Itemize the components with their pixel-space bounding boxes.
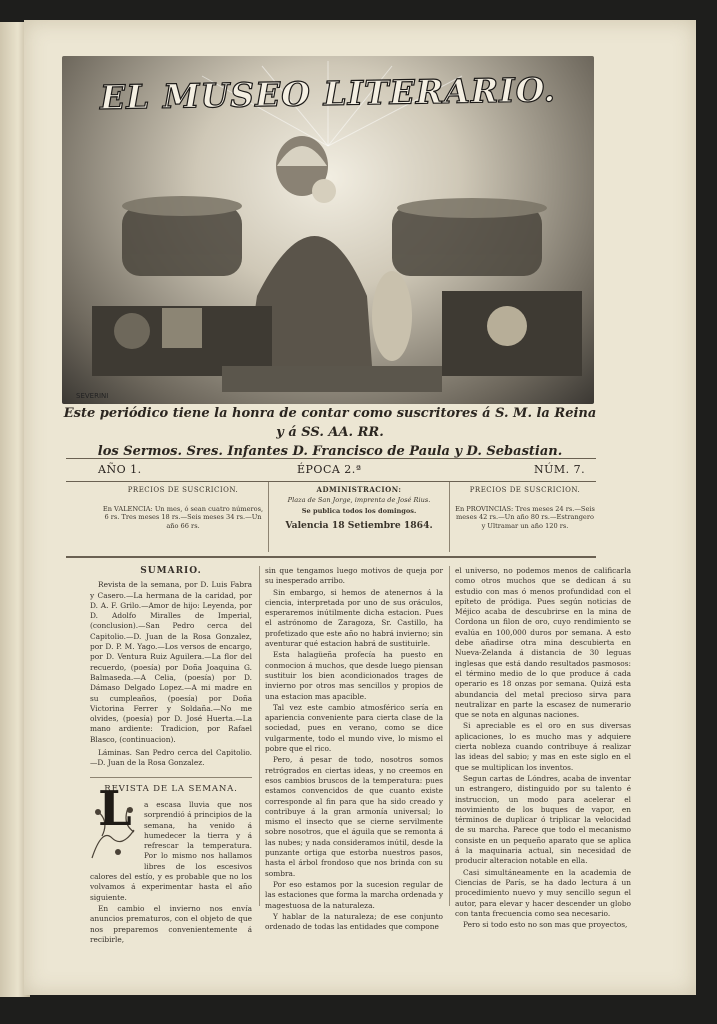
year-label: AÑO 1.: [98, 463, 142, 476]
top-rule: [66, 458, 596, 459]
col2-paragraph-5: Pero, á pesar de todo, nosotros somos retrógrados en ciertas ideas, y no creemos en esos cambios bruscos de la temperatura: pues estamos convencidos de que cuanto existe corresponde al fin para que ha sido creado y contribuye á la gran armonía universal; lo mismo el insecto que se cierne servilmente sobre nosotros, que el águila que se remonta á las nubes; y nada consideramos inútil, desde la punzante ortiga que estorba nuestros pasos, hasta el árbol frondoso que nos brinda con su sombra.: [265, 755, 443, 878]
header-bottom-rule: [66, 556, 596, 558]
administration-address: Plaza de San Jorge, imprenta de José Rius.: [287, 495, 431, 504]
prices-valencia-heading: PRECIOS DE SUSCRICION.: [127, 486, 239, 494]
dropcap-letter: L: [98, 780, 132, 837]
sumario-text: Revista de la semana, por D. Luis Fabra y Casero.—La hermana de la caridad, por D. A. F. Grilo.—Amor de hijo: Leyenda, por D. Adolfo Miralles de Imperial, (conclusion).—San Pedro cerca del Capitolio.—D. Juan de la Rosa Gonzalez, por D. P. M. Yago.—Los versos de encargo, por D. Ventura Ruiz Aguilera.—La flor del recuerdo, (poesía) por Doña Joaquina G. Balmaseda.—A Celia, (poesía) por D. Dámaso Delgado Lopez.—A mi madre en su cumpleaños, (poesía) por Doña Victorina Ferrer y Soldaña.—No me olvides, (poesía) por D. José Huerta.—La mano ardiente: Tradicion, por Rafael Blasco, (continuacion).: [90, 580, 252, 744]
publication-schedule: Se publica todos los domingos.: [301, 507, 417, 516]
issue-number: NÚM. 7.: [534, 463, 586, 476]
sumario-heading: SUMARIO.: [140, 566, 202, 576]
col2-paragraph-6: Por eso estamos por la sucesion regular de las estaciones que forma la marcha ordenada y magestuosa de la naturaleza.: [265, 879, 443, 910]
laminas-text: Láminas. San Pedro cerca del Capitolio.—D. Juan de la Rosa Gonzalez.: [90, 748, 252, 768]
col2-paragraph-1: sin que tengamos luego motivos de queja por su inesperado arribo.: [265, 566, 443, 586]
col3-paragraph-1: el universo, no podemos menos de calificarla como otros muchos que se dedican á su estudio con mas ó menos profundidad con el epíteto de pródiga. Pues según noticias de Méjico acaba de descubrirse en la mina de Cordona un filon de oro, cuyo rendimiento se evalúa en 100,000 duros por semana. A esto debe añadirse otra mina descubierta en Nueva-Zelanda á distancia de 30 leguas inglesas que está dando resultados pasmosos: el término medio de lo que produce á cada operario es 18 onzas por semana. Quizá esta abundancia del metal precioso sirva para neutralizar en parte la escasez de numerario que se nota en algunas naciones.: [455, 566, 631, 720]
issue-date: Valencia 18 Setiembre 1864.: [285, 519, 433, 531]
masthead-engraving: [62, 56, 594, 404]
administration: [274, 486, 444, 530]
prices-valencia-body: En VALENCIA: Un mes, ó sean cuatro números, 6 rs. Tres meses 18 rs.—Seis meses 34 rs.—Un año 66 rs.: [102, 504, 264, 530]
dedication-line-1: Este periódico tiene la honra de contar como suscritores á S. M. la Reina y á SS. AA. RR.: [63, 406, 597, 440]
prices-valencia: [102, 486, 264, 530]
ornamental-dropcap: [88, 780, 140, 862]
engraver-signature: SEVERINI: [76, 392, 109, 400]
divider: [268, 482, 269, 552]
col3-paragraph-2: Si apreciable es el oro en sus diversas aplicaciones, lo es mucho mas y adquiere cierta nobleza cuando contribuye á realizar las ideas del sabio; y mas en este siglo en el que se multiplican los inventos.: [455, 721, 631, 772]
dedication-line-2: los Sermos. Sres. Infantes D. Francisco de Paula y D. Sebastian.: [97, 444, 563, 459]
prices-provinces: [454, 486, 596, 530]
epoch-label: ÉPOCA 2.ª: [297, 463, 362, 476]
column-1: [90, 566, 252, 946]
column-3: [455, 566, 631, 931]
col3-paragraph-4: Casi simultáneamente en la academia de Ciencias de París, se ha dado lectura á un procedimiento nuevo y muy sencillo segun el autor, para elevar y hacer descender un globo con tanta frecuencia como sea necesario.: [455, 867, 631, 918]
column-divider: [259, 566, 260, 906]
revista-paragraph-2: En cambio el invierno nos envía anuncios prematuros, con el objeto de que nos preparemos convenientemente á recibirle,: [90, 903, 252, 944]
revista-paragraph-1: a escasa lluvia que nos sorprendió á principios de la semana, ha venido á humedecer la tierra y á refrescar la temperatura. Por lo mismo nos hallamos libres de los escesivos calores del estío, y es probable que no los volvamos á experimentar hasta el año siguiente.: [90, 799, 252, 902]
revista-heading: REVISTA DE LA SEMANA.: [90, 777, 252, 794]
meta-rule: [66, 481, 596, 482]
col3-paragraph-5: Pero si todo esto no son mas que proyectos,: [463, 920, 628, 930]
col2-paragraph-3: Esta halagüeña profecía ha puesto en conmocion á muchos, que desde luego piensan sustituir los bien acondicionados trages de invierno por otros mas sencillos y propios de una estacion mas apacible.: [265, 650, 443, 701]
col2-paragraph-7: Y hablar de la naturaleza; de ese conjunto ordenado de todas las entidades que compone: [265, 911, 443, 932]
col2-paragraph-2: Sin embargo, si hemos de atenernos á la ciencia, interpretada por uno de sus oráculos, esperaremos inútilmente dicha estacion. Pues el astrónomo de Zaragoza, Sr. Castillo, ha profetizado que este año no habrá invierno; sin aventurar qué estacion habrá de sustituirle.: [265, 587, 443, 649]
prices-provinces-heading: PRECIOS DE SUSCRICION.: [469, 486, 581, 494]
royal-dedication: [60, 404, 600, 461]
prices-provinces-body: En PROVINCIAS: Tres meses 24 rs.—Seis meses 42 rs.—Un año 80 rs.—Estrangero y Ultramar un año 120 rs.: [455, 504, 595, 530]
masthead-title: EL MUSEO LITERARIO.: [99, 70, 557, 117]
col2-paragraph-4: Tal vez este cambio atmosférico sería en apariencia conveniente para cierta clase de la sociedad, pues en verano, como se dice vulgarmente, todo el mundo vive, lo mismo el pobre que el rico.: [265, 702, 443, 754]
administration-heading: ADMINISTRACION:: [316, 485, 402, 494]
column-2: [265, 566, 443, 933]
col3-paragraph-3: Segun cartas de Lóndres, acaba de inventar un estrangero, distinguido por su talento é instruccion, un modo para acelerar el movimiento de los buques de vapor, en términos de duplicar ó triplicar la velocidad de su marcha. Parece que todo el mecanismo consiste en un pequeño aparato que se aplica á la maquinaria actual, sin necesidad de producir alteracion notable en ella.: [455, 773, 631, 866]
column-divider: [449, 566, 450, 906]
divider: [449, 482, 450, 552]
